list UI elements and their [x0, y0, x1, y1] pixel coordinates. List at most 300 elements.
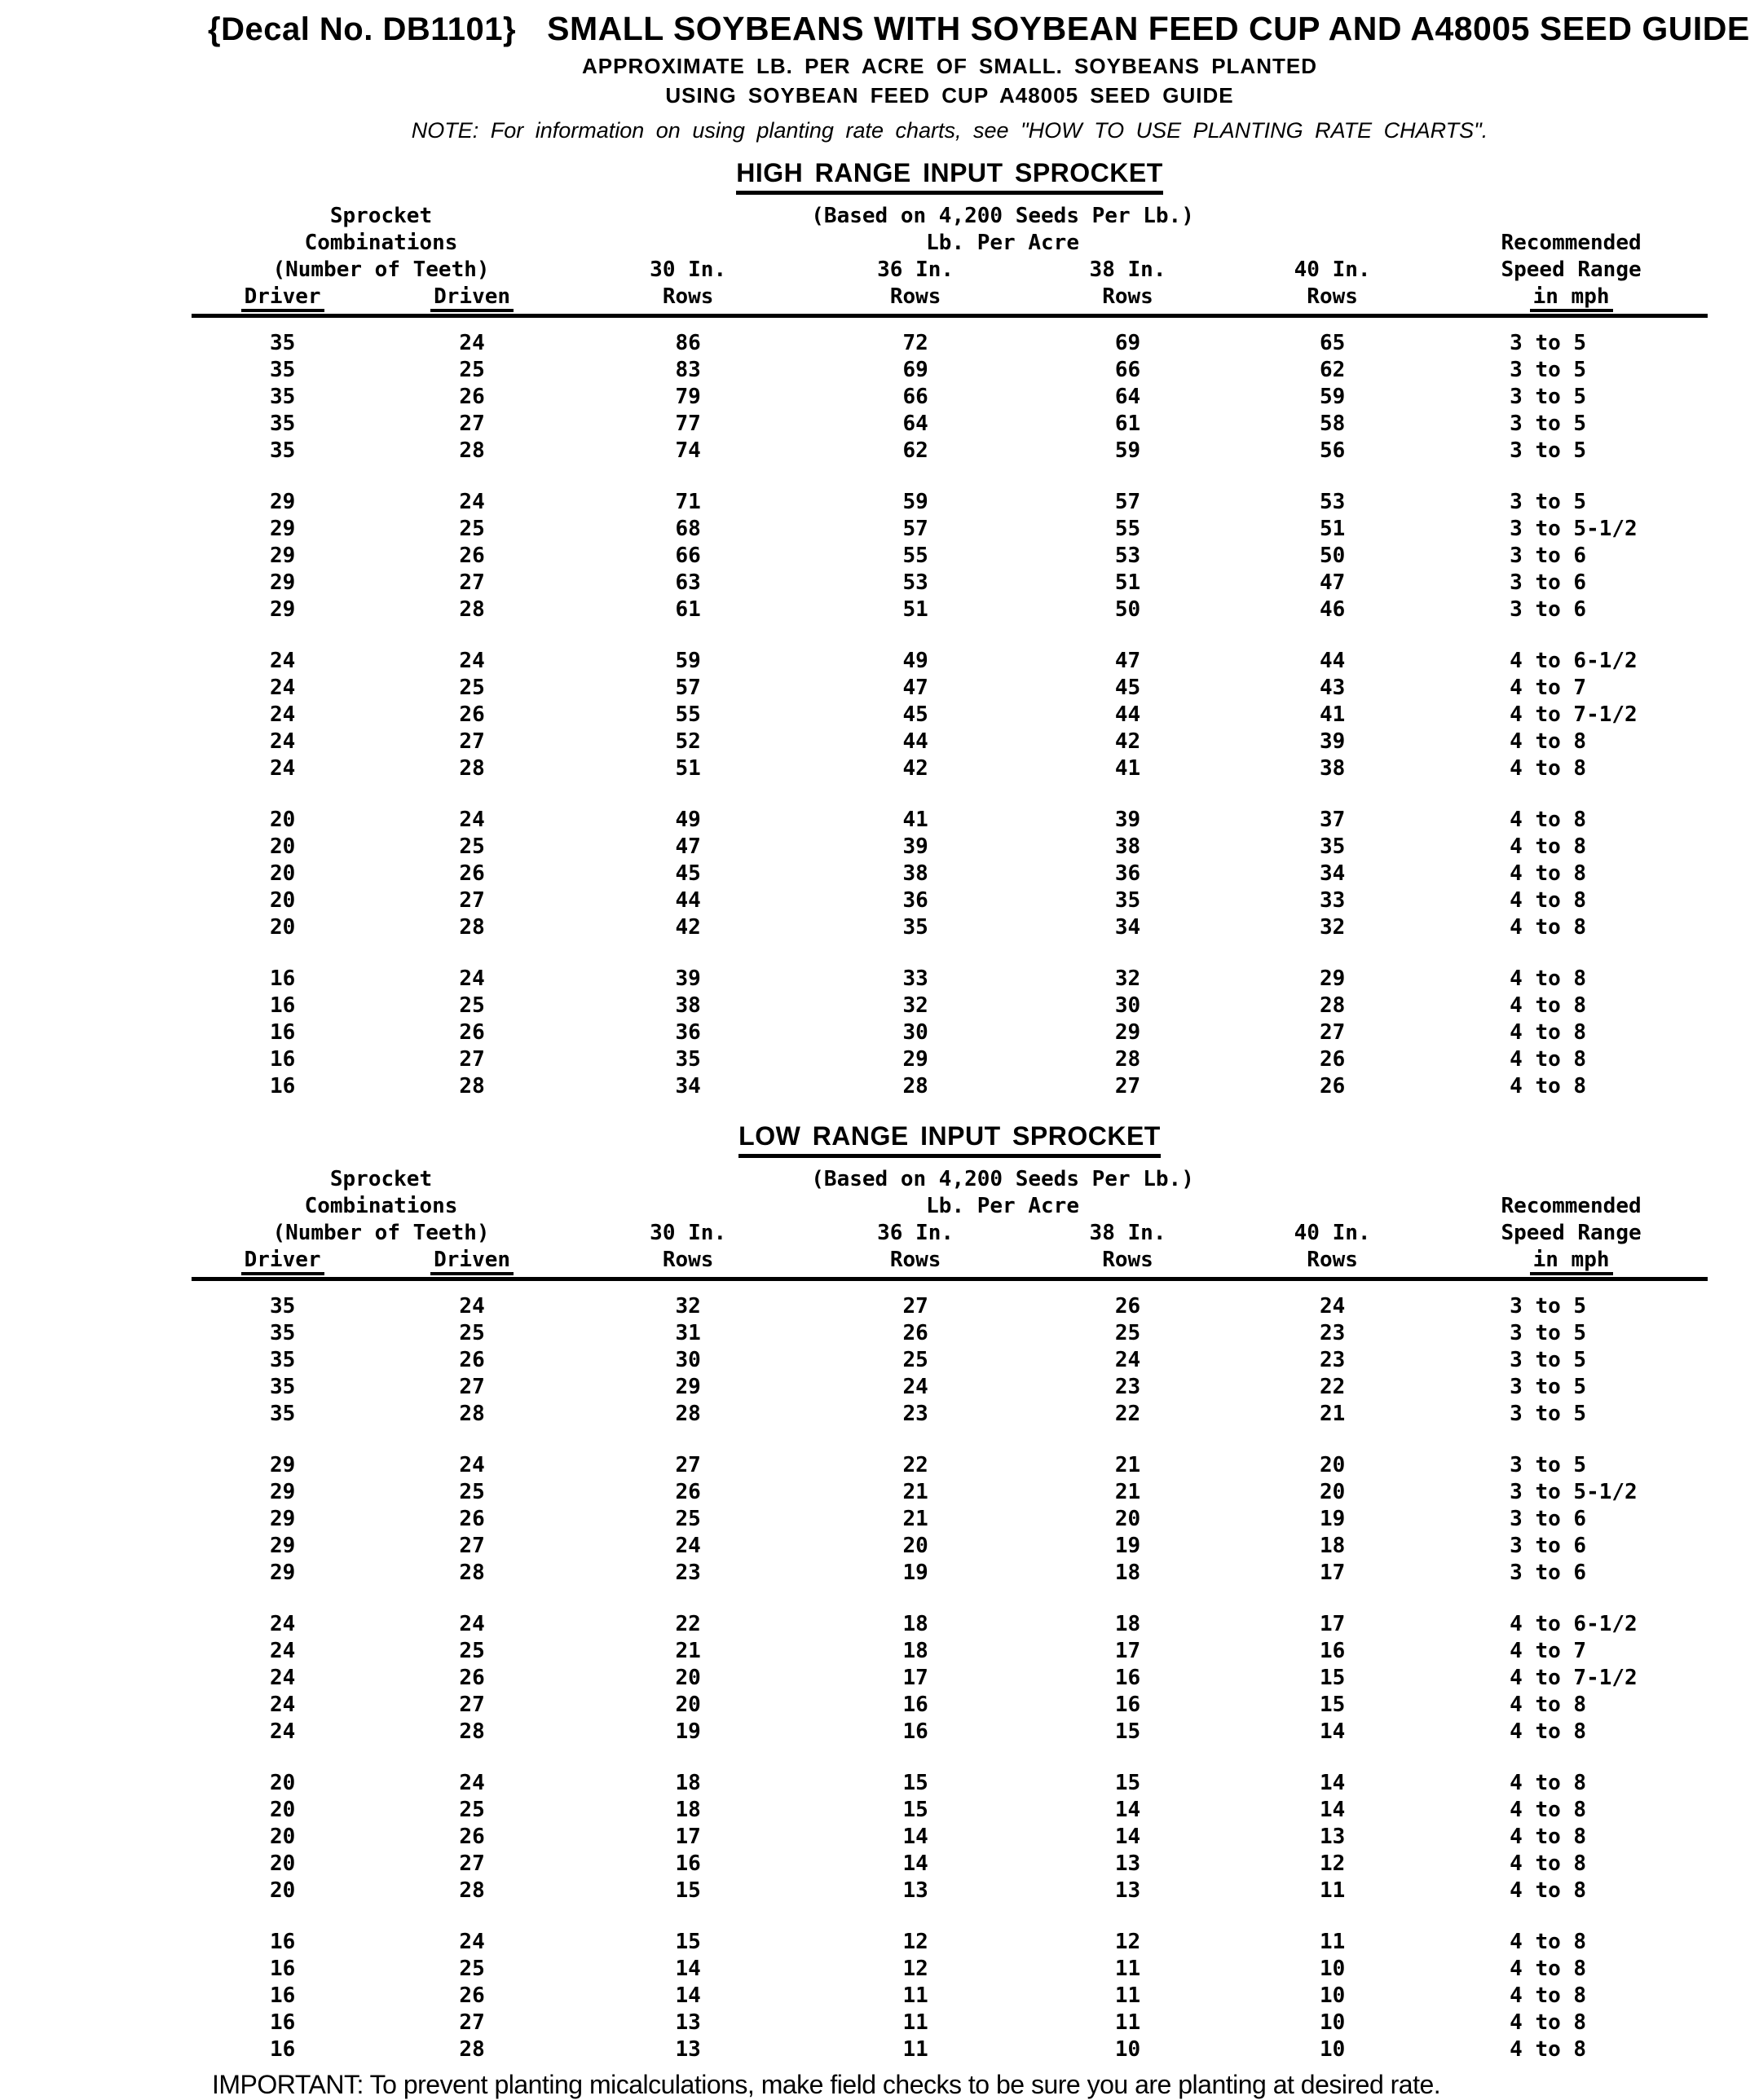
- rows-36-cell: 69: [902, 358, 928, 382]
- header-rows-38: Rows: [1102, 284, 1153, 309]
- speed-range-cell: 4 to 8: [1510, 1074, 1587, 1098]
- table-row: [192, 1479, 1708, 1506]
- rows-30-cell: 18: [675, 1798, 701, 1822]
- table-row: [192, 489, 1708, 516]
- driver-cell: 16: [269, 1957, 296, 1981]
- rows-36-cell: 29: [902, 1047, 928, 1072]
- rows-38-cell: 53: [1114, 544, 1141, 568]
- rows-30-cell: 57: [675, 676, 701, 700]
- rows-30-cell: 44: [675, 888, 701, 913]
- rows-40-cell: 23: [1319, 1321, 1346, 1345]
- rows-36-cell: 32: [902, 993, 928, 1018]
- driver-cell: 16: [269, 2037, 296, 2062]
- table-row: [192, 1533, 1708, 1560]
- driven-cell: 28: [459, 1719, 485, 1744]
- decal-number: {Decal No. DB1101}: [208, 11, 517, 47]
- driver-cell: 20: [269, 1851, 296, 1876]
- rows-30-cell: 71: [675, 490, 701, 514]
- header-number-of-teeth: (Number of Teeth): [272, 258, 490, 282]
- driven-cell: 24: [459, 1612, 485, 1636]
- driver-cell: 16: [269, 993, 296, 1018]
- speed-range-cell: 4 to 8: [1510, 861, 1587, 886]
- header-based-on: (Based on 4,200 Seeds Per Lb.): [811, 204, 1194, 228]
- rows-30-cell: 20: [675, 1693, 701, 1717]
- speed-range-cell: 4 to 7-1/2: [1510, 702, 1638, 727]
- rows-40-cell: 24: [1319, 1294, 1346, 1319]
- rows-38-cell: 50: [1114, 597, 1141, 622]
- speed-range-cell: 4 to 8: [1510, 1047, 1587, 1072]
- header-driver-label: Driver: [241, 1248, 324, 1275]
- driven-cell: 24: [459, 331, 485, 355]
- rows-40-cell: 34: [1319, 861, 1346, 886]
- rows-40-cell: 59: [1319, 385, 1346, 409]
- rows-36-cell: 14: [902, 1825, 928, 1849]
- rows-30-cell: 14: [675, 1957, 701, 1981]
- rows-36-cell: 44: [902, 729, 928, 754]
- rows-40-cell: 20: [1319, 1453, 1346, 1477]
- driver-cell: 35: [269, 412, 296, 436]
- table-row: [192, 1929, 1708, 1956]
- rows-40-cell: 44: [1319, 649, 1346, 673]
- driver-cell: 35: [269, 438, 296, 463]
- rows-36-cell: 42: [902, 756, 928, 781]
- rows-36-cell: 55: [902, 544, 928, 568]
- sprocket-group: [192, 1452, 1708, 1587]
- driven-cell: 24: [459, 966, 485, 991]
- rows-30-cell: 28: [675, 1402, 701, 1426]
- rows-36-cell: 30: [902, 1020, 928, 1045]
- rows-30-cell: 68: [675, 517, 701, 541]
- rows-30-cell: 14: [675, 1983, 701, 2008]
- table-row: [192, 2036, 1708, 2063]
- rows-40-cell: 17: [1319, 1561, 1346, 1585]
- driven-cell: 27: [459, 1375, 485, 1399]
- table-row: [192, 1770, 1708, 1797]
- rows-30-cell: 13: [675, 2037, 701, 2062]
- driven-cell: 24: [459, 1294, 485, 1319]
- header-rows-36: Rows: [889, 284, 941, 309]
- rows-30-cell: 23: [675, 1561, 701, 1585]
- header-col-30in: 30 In.: [650, 258, 727, 282]
- driver-cell: 29: [269, 597, 296, 622]
- rows-38-cell: 13: [1114, 1851, 1141, 1876]
- table-row: [192, 570, 1708, 597]
- rows-36-cell: 72: [902, 331, 928, 355]
- table-row: [192, 1347, 1708, 1374]
- rows-40-cell: 11: [1319, 1930, 1346, 1954]
- sprocket-group: [192, 489, 1708, 623]
- table-row: [192, 1401, 1708, 1428]
- driven-cell: 28: [459, 1561, 485, 1585]
- rows-36-cell: 21: [902, 1480, 928, 1504]
- rows-38-cell: 35: [1114, 888, 1141, 913]
- speed-range-cell: 3 to 6: [1510, 1561, 1587, 1585]
- planting-rate-table: [192, 203, 1708, 1100]
- header-lb-per-acre: Lb. Per Acre: [926, 1194, 1079, 1218]
- speed-range-cell: 3 to 6: [1510, 1534, 1587, 1558]
- table-row: [192, 887, 1708, 914]
- speed-range-cell: 4 to 8: [1510, 1771, 1587, 1795]
- rows-36-cell: 12: [902, 1930, 928, 1954]
- rows-30-cell: 15: [675, 1878, 701, 1903]
- driver-cell: 29: [269, 490, 296, 514]
- speed-range-cell: 4 to 8: [1510, 1957, 1587, 1981]
- table-row: [192, 1506, 1708, 1533]
- rows-36-cell: 57: [902, 517, 928, 541]
- driver-cell: 35: [269, 358, 296, 382]
- section-heading: HIGH RANGE INPUT SPROCKET: [736, 158, 1163, 195]
- rows-38-cell: 23: [1114, 1375, 1141, 1399]
- rows-40-cell: 14: [1319, 1771, 1346, 1795]
- rows-30-cell: 47: [675, 834, 701, 859]
- speed-range-cell: 3 to 6: [1510, 597, 1587, 622]
- rows-38-cell: 30: [1114, 993, 1141, 1018]
- table-row: [192, 966, 1708, 993]
- rows-38-cell: 42: [1114, 729, 1141, 754]
- rows-38-cell: 32: [1114, 966, 1141, 991]
- rows-30-cell: 38: [675, 993, 701, 1018]
- table-row: [192, 807, 1708, 834]
- sprocket-group: [192, 1293, 1708, 1428]
- header-col-30in: 30 In.: [650, 1221, 727, 1245]
- rows-36-cell: 21: [902, 1507, 928, 1531]
- sprocket-group: [192, 648, 1708, 782]
- driven-cell: 26: [459, 1507, 485, 1531]
- rows-38-cell: 13: [1114, 1878, 1141, 1903]
- driver-cell: 16: [269, 1047, 296, 1072]
- rows-38-cell: 16: [1114, 1666, 1141, 1690]
- driver-cell: 35: [269, 1321, 296, 1345]
- table-row: [192, 914, 1708, 941]
- header-col-38in: 38 In.: [1089, 258, 1166, 282]
- driver-cell: 35: [269, 1348, 296, 1372]
- driver-cell: 35: [269, 385, 296, 409]
- header-rows-36: Rows: [889, 1248, 941, 1272]
- header-col-36in: 36 In.: [877, 258, 954, 282]
- rows-36-cell: 24: [902, 1375, 928, 1399]
- speed-range-cell: 4 to 8: [1510, 834, 1587, 859]
- rows-38-cell: 59: [1114, 438, 1141, 463]
- header-row-1: [192, 1166, 1708, 1193]
- driver-cell: 20: [269, 1825, 296, 1849]
- speed-range-cell: 4 to 8: [1510, 1693, 1587, 1717]
- rows-30-cell: 51: [675, 756, 701, 781]
- rows-40-cell: 28: [1319, 993, 1346, 1018]
- rows-30-cell: 20: [675, 1666, 701, 1690]
- table-row: [192, 755, 1708, 782]
- speed-range-cell: 4 to 7: [1510, 1639, 1587, 1663]
- speed-range-cell: 3 to 5: [1510, 385, 1587, 409]
- rows-38-cell: 36: [1114, 861, 1141, 886]
- driver-cell: 24: [269, 1693, 296, 1717]
- speed-range-cell: 3 to 5: [1510, 331, 1587, 355]
- speed-range-cell: 3 to 6: [1510, 1507, 1587, 1531]
- rows-38-cell: 38: [1114, 834, 1141, 859]
- rows-38-cell: 11: [1114, 1983, 1141, 2008]
- driven-cell: 28: [459, 1402, 485, 1426]
- rows-38-cell: 18: [1114, 1561, 1141, 1585]
- table-row: [192, 2010, 1708, 2036]
- driven-cell: 24: [459, 649, 485, 673]
- rows-30-cell: 55: [675, 702, 701, 727]
- driver-cell: 24: [269, 1639, 296, 1663]
- rows-36-cell: 13: [902, 1878, 928, 1903]
- rows-30-cell: 25: [675, 1507, 701, 1531]
- header-rows-30: Rows: [662, 1248, 714, 1272]
- speed-range-cell: 4 to 8: [1510, 1020, 1587, 1045]
- driven-cell: 26: [459, 861, 485, 886]
- rows-38-cell: 11: [1114, 1957, 1141, 1981]
- table-row: [192, 1560, 1708, 1587]
- header-rows-40: Rows: [1307, 284, 1358, 309]
- rows-38-cell: 18: [1114, 1612, 1141, 1636]
- table-row: [192, 1293, 1708, 1320]
- rows-40-cell: 38: [1319, 756, 1346, 781]
- rows-40-cell: 22: [1319, 1375, 1346, 1399]
- rows-36-cell: 14: [902, 1851, 928, 1876]
- driver-cell: 35: [269, 1375, 296, 1399]
- header-driven-label: Driven: [430, 284, 514, 312]
- rows-36-cell: 66: [902, 385, 928, 409]
- rows-40-cell: 43: [1319, 676, 1346, 700]
- table-row: [192, 1878, 1708, 1904]
- rows-38-cell: 11: [1114, 2010, 1141, 2035]
- rows-30-cell: 35: [675, 1047, 701, 1072]
- header-col-38in: 38 In.: [1089, 1221, 1166, 1245]
- table-body: [192, 330, 1708, 1100]
- header-speed-range: Speed Range: [1501, 258, 1642, 282]
- header-row-4: [192, 1247, 1708, 1274]
- table-row: [192, 1046, 1708, 1073]
- table-header: [192, 203, 1708, 318]
- speed-range-cell: 3 to 5: [1510, 1453, 1587, 1477]
- table-row: [192, 384, 1708, 411]
- rows-36-cell: 33: [902, 966, 928, 991]
- section-heading: LOW RANGE INPUT SPROCKET: [738, 1121, 1161, 1158]
- driven-cell: 28: [459, 1878, 485, 1903]
- rows-30-cell: 34: [675, 1074, 701, 1098]
- rows-38-cell: 39: [1114, 808, 1141, 832]
- rows-40-cell: 56: [1319, 438, 1346, 463]
- rows-40-cell: 10: [1319, 1983, 1346, 2008]
- rows-30-cell: 52: [675, 729, 701, 754]
- rows-38-cell: 66: [1114, 358, 1141, 382]
- header-driven-label: Driven: [430, 1248, 514, 1275]
- rows-38-cell: 29: [1114, 1020, 1141, 1045]
- rows-30-cell: 77: [675, 412, 701, 436]
- rows-38-cell: 16: [1114, 1693, 1141, 1717]
- driver-cell: 16: [269, 1983, 296, 2008]
- driven-cell: 26: [459, 1348, 485, 1372]
- table-row: [192, 411, 1708, 438]
- table-row: [192, 330, 1708, 357]
- header-spacer: [1435, 1166, 1708, 1193]
- driven-cell: 27: [459, 729, 485, 754]
- speed-range-cell: 4 to 8: [1510, 966, 1587, 991]
- rows-36-cell: 25: [902, 1348, 928, 1372]
- range-section: [192, 1121, 1708, 2063]
- rows-36-cell: 27: [902, 1294, 928, 1319]
- rows-40-cell: 23: [1319, 1348, 1346, 1372]
- header-col-40in: 40 In.: [1294, 1221, 1371, 1245]
- sprocket-group: [192, 807, 1708, 941]
- driven-cell: 26: [459, 544, 485, 568]
- rows-36-cell: 47: [902, 676, 928, 700]
- header-driven: [373, 1247, 571, 1274]
- header-col-36in: 36 In.: [877, 1221, 954, 1245]
- document-title-line: [208, 10, 1750, 48]
- rows-38-cell: 28: [1114, 1047, 1141, 1072]
- driver-cell: 20: [269, 1878, 296, 1903]
- rows-36-cell: 28: [902, 1074, 928, 1098]
- header-col-40in: 40 In.: [1294, 258, 1371, 282]
- table-row: [192, 648, 1708, 675]
- header-driven: [373, 284, 571, 310]
- rows-30-cell: 86: [675, 331, 701, 355]
- header-row-3: [192, 1220, 1708, 1247]
- rows-30-cell: 79: [675, 385, 701, 409]
- rows-30-cell: 22: [675, 1612, 701, 1636]
- driven-cell: 24: [459, 490, 485, 514]
- rows-38-cell: 14: [1114, 1825, 1141, 1849]
- rows-30-cell: 49: [675, 808, 701, 832]
- rows-36-cell: 49: [902, 649, 928, 673]
- driver-cell: 24: [269, 1612, 296, 1636]
- driver-cell: 24: [269, 756, 296, 781]
- rows-36-cell: 62: [902, 438, 928, 463]
- rows-36-cell: 51: [902, 597, 928, 622]
- rows-30-cell: 63: [675, 570, 701, 595]
- rows-30-cell: 83: [675, 358, 701, 382]
- driver-cell: 29: [269, 570, 296, 595]
- driven-cell: 27: [459, 2010, 485, 2035]
- rows-30-cell: 21: [675, 1639, 701, 1663]
- speed-range-cell: 4 to 7-1/2: [1510, 1666, 1638, 1690]
- table-row: [192, 1452, 1708, 1479]
- rows-36-cell: 11: [902, 1983, 928, 2008]
- rows-30-cell: 18: [675, 1771, 701, 1795]
- header-recommended: Recommended: [1501, 231, 1642, 255]
- rows-36-cell: 16: [902, 1693, 928, 1717]
- speed-range-cell: 3 to 6: [1510, 570, 1587, 595]
- section-heading-wrap: [192, 1121, 1708, 1158]
- sprocket-group: [192, 330, 1708, 464]
- rows-40-cell: 16: [1319, 1639, 1346, 1663]
- rows-40-cell: 12: [1319, 1851, 1346, 1876]
- rows-40-cell: 10: [1319, 1957, 1346, 1981]
- speed-range-cell: 3 to 5: [1510, 1321, 1587, 1345]
- table-row: [192, 1692, 1708, 1719]
- rows-30-cell: 39: [675, 966, 701, 991]
- rows-38-cell: 17: [1114, 1639, 1141, 1663]
- speed-range-cell: 3 to 5: [1510, 1402, 1587, 1426]
- rows-38-cell: 14: [1114, 1798, 1141, 1822]
- rows-40-cell: 39: [1319, 729, 1346, 754]
- table-row: [192, 1824, 1708, 1851]
- rows-40-cell: 26: [1319, 1074, 1346, 1098]
- planting-rate-table: [192, 1166, 1708, 2063]
- header-driver-label: Driver: [241, 284, 324, 312]
- driven-cell: 25: [459, 358, 485, 382]
- driven-cell: 25: [459, 993, 485, 1018]
- driven-cell: 25: [459, 1957, 485, 1981]
- rows-40-cell: 65: [1319, 331, 1346, 355]
- driven-cell: 26: [459, 1825, 485, 1849]
- rows-30-cell: 45: [675, 861, 701, 886]
- speed-range-cell: 4 to 8: [1510, 1851, 1587, 1876]
- speed-range-cell: 4 to 8: [1510, 729, 1587, 754]
- sprocket-group: [192, 966, 1708, 1100]
- table-row: [192, 1797, 1708, 1824]
- driven-cell: 27: [459, 888, 485, 913]
- rows-36-cell: 11: [902, 2010, 928, 2035]
- driven-cell: 27: [459, 570, 485, 595]
- rows-40-cell: 62: [1319, 358, 1346, 382]
- rows-38-cell: 57: [1114, 490, 1141, 514]
- rows-38-cell: 47: [1114, 649, 1141, 673]
- rows-38-cell: 44: [1114, 702, 1141, 727]
- rows-40-cell: 20: [1319, 1480, 1346, 1504]
- rows-30-cell: 42: [675, 915, 701, 940]
- driver-cell: 29: [269, 1534, 296, 1558]
- rows-36-cell: 23: [902, 1402, 928, 1426]
- rows-38-cell: 27: [1114, 1074, 1141, 1098]
- header-combinations: Combinations: [304, 1194, 458, 1218]
- rows-38-cell: 20: [1114, 1507, 1141, 1531]
- driven-cell: 27: [459, 1047, 485, 1072]
- driven-cell: 28: [459, 1074, 485, 1098]
- header-spacer: [1435, 203, 1708, 230]
- rows-36-cell: 15: [902, 1798, 928, 1822]
- rows-38-cell: 15: [1114, 1771, 1141, 1795]
- driven-cell: 28: [459, 438, 485, 463]
- rows-30-cell: 66: [675, 544, 701, 568]
- subtitle-line-2: USING SOYBEAN FEED CUP A48005 SEED GUIDE: [665, 83, 1234, 108]
- rows-38-cell: 45: [1114, 676, 1141, 700]
- speed-range-cell: 4 to 8: [1510, 1878, 1587, 1903]
- speed-range-cell: 4 to 7: [1510, 676, 1587, 700]
- speed-range-cell: 4 to 8: [1510, 2037, 1587, 2062]
- rows-36-cell: 16: [902, 1719, 928, 1744]
- table-row: [192, 438, 1708, 464]
- header-rows-38: Rows: [1102, 1248, 1153, 1272]
- driver-cell: 20: [269, 888, 296, 913]
- rows-30-cell: 24: [675, 1534, 701, 1558]
- rows-38-cell: 24: [1114, 1348, 1141, 1372]
- speed-range-cell: 4 to 8: [1510, 1825, 1587, 1849]
- driven-cell: 28: [459, 756, 485, 781]
- speed-range-cell: 3 to 5: [1510, 1348, 1587, 1372]
- driver-cell: 16: [269, 2010, 296, 2035]
- speed-range-cell: 3 to 5-1/2: [1510, 1480, 1638, 1504]
- driven-cell: 25: [459, 1321, 485, 1345]
- rows-36-cell: 41: [902, 808, 928, 832]
- rows-36-cell: 38: [902, 861, 928, 886]
- rows-36-cell: 20: [902, 1534, 928, 1558]
- driver-cell: 20: [269, 1771, 296, 1795]
- rows-40-cell: 13: [1319, 1825, 1346, 1849]
- table-row: [192, 1719, 1708, 1746]
- rows-36-cell: 53: [902, 570, 928, 595]
- driver-cell: 29: [269, 1453, 296, 1477]
- header-row-2: [192, 1193, 1708, 1220]
- rows-36-cell: 36: [902, 888, 928, 913]
- rows-38-cell: 15: [1114, 1719, 1141, 1744]
- rows-36-cell: 59: [902, 490, 928, 514]
- table-row: [192, 1320, 1708, 1347]
- driver-cell: 20: [269, 861, 296, 886]
- rows-40-cell: 53: [1319, 490, 1346, 514]
